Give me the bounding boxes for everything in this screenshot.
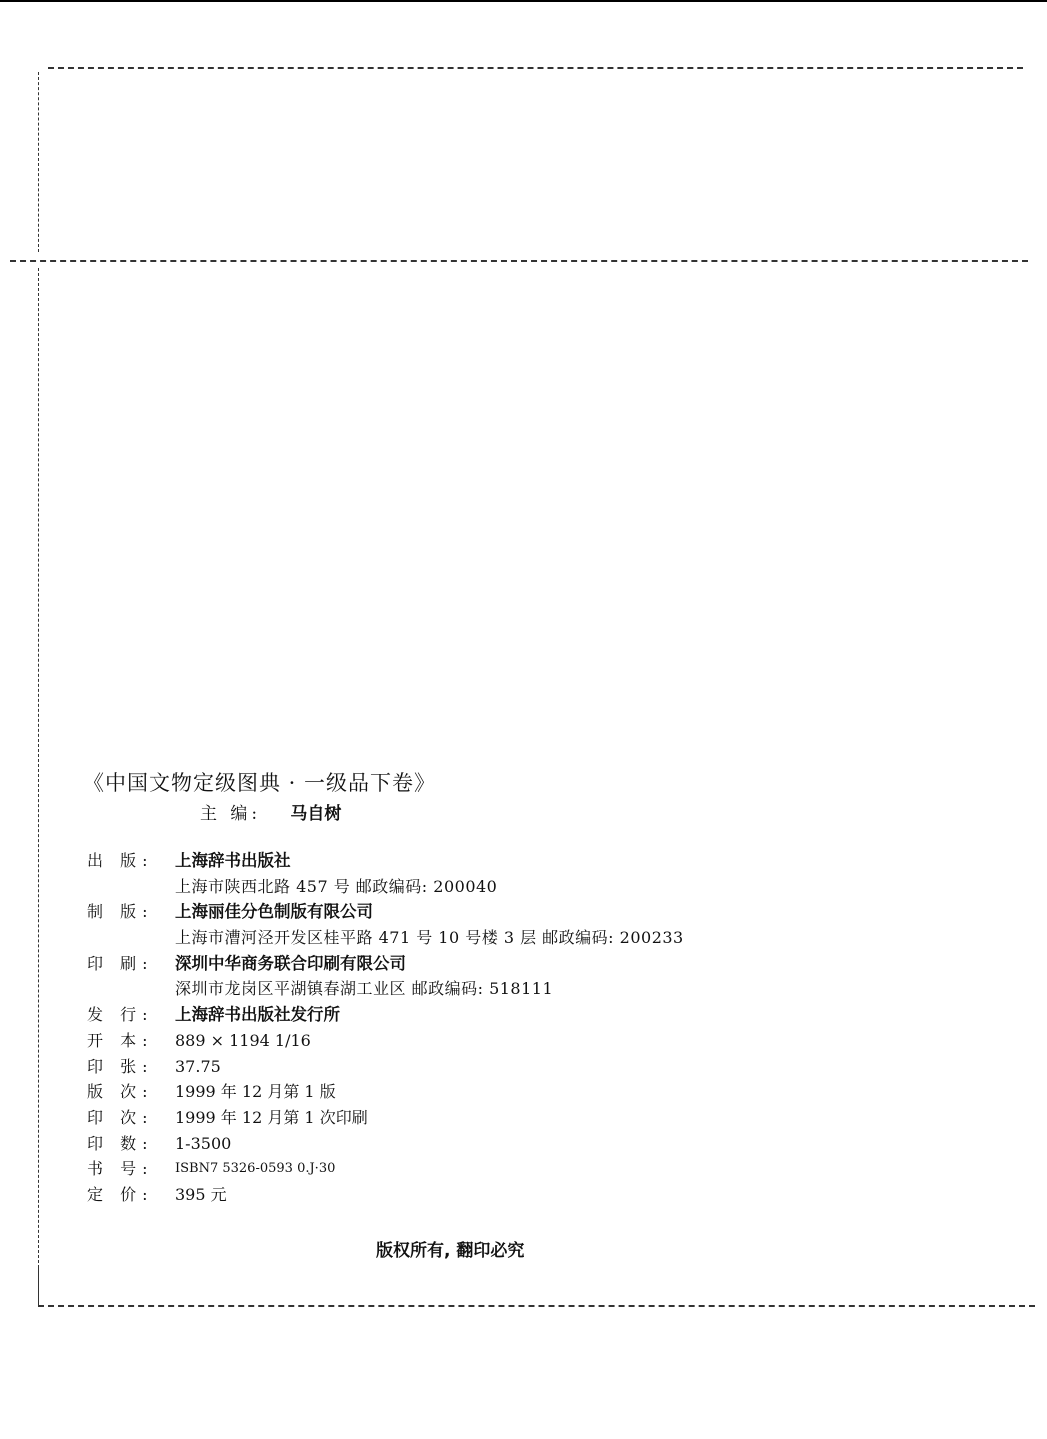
dashed-rule-left-lower [38, 268, 39, 1268]
info-value: 37.75 [175, 1056, 221, 1076]
info-value: ISBN7 5326-0593 0.J·30 [175, 1161, 336, 1177]
info-row-format [87, 1028, 684, 1054]
info-label: 开 本: [87, 1030, 154, 1050]
info-row-edition [87, 1079, 684, 1105]
info-row-print-run [87, 1131, 684, 1157]
info-row-printing [87, 951, 684, 977]
dashed-rule-bottom [38, 1305, 1035, 1307]
info-value: 上海辞书出版社 [175, 851, 291, 870]
info-row-printing-count [87, 1105, 684, 1131]
info-sub-plate-address: 上海市漕河泾开发区桂平路 471 号 10 号楼 3 层 邮政编码: 200233 [175, 928, 684, 948]
top-border [0, 0, 1047, 2]
info-value: 1999 年 12 月第 1 次印刷 [175, 1107, 368, 1127]
info-value: 395 元 [175, 1184, 227, 1204]
left-rule-corner [38, 1268, 39, 1306]
info-sub-publisher-address: 上海市陕西北路 457 号 邮政编码: 200040 [175, 876, 498, 896]
editor-label: 主 编: [200, 804, 262, 824]
dashed-rule-middle [10, 260, 1028, 262]
info-sub-printer-address: 深圳市龙岗区平湖镇春湖工业区 邮政编码: 518111 [175, 979, 554, 999]
info-row-distribution [87, 1002, 684, 1028]
info-label: 印 张: [87, 1056, 154, 1076]
info-label: 发 行: [87, 1005, 154, 1025]
dashed-rule-left-upper [38, 72, 39, 252]
info-row-sheets [87, 1054, 684, 1080]
copyright-notice: 版权所有, 翻印必究 [376, 1241, 525, 1261]
info-label: 书 号: [87, 1159, 154, 1179]
info-label: 制 版: [87, 902, 154, 922]
info-value: 上海丽佳分色制版有限公司 [175, 902, 373, 922]
info-value: 889 × 1194 1/16 [175, 1030, 311, 1050]
info-label: 版 次: [87, 1082, 154, 1102]
info-value: 1999 年 12 月第 1 版 [175, 1082, 336, 1102]
info-row-price [87, 1182, 684, 1208]
info-label: 出 版: [87, 851, 154, 870]
info-row-plate-making [87, 899, 684, 925]
info-label: 印 刷: [87, 953, 154, 973]
info-value: 上海辞书出版社发行所 [175, 1005, 340, 1025]
book-title: 《中国文物定级图典 · 一级品下卷》 [83, 771, 437, 795]
dashed-rule-top [48, 67, 1023, 69]
info-row-isbn [87, 1156, 684, 1182]
editor-name: 马自树 [290, 804, 342, 824]
info-value: 1-3500 [175, 1133, 232, 1153]
editor-line [200, 799, 341, 824]
info-label: 印 数: [87, 1133, 154, 1153]
info-label: 定 价: [87, 1184, 154, 1204]
info-row-publisher [87, 848, 684, 874]
info-value: 深圳中华商务联合印刷有限公司 [175, 953, 406, 973]
info-label: 印 次: [87, 1107, 154, 1127]
publication-info [87, 848, 684, 1208]
